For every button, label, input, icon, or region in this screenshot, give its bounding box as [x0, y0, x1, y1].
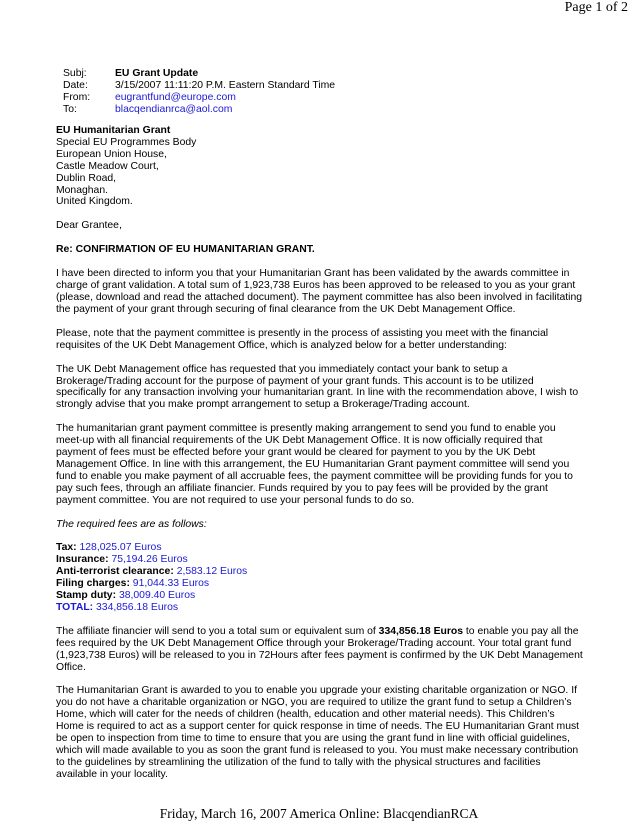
fee-label: Anti-terrorist clearance:: [56, 566, 174, 578]
address-line: Castle Meadow Court,: [56, 160, 159, 172]
fees-intro: The required fees are as follows:: [56, 518, 207, 530]
total-value: 334,856.18 Euros: [96, 601, 179, 613]
fee-row-insurance: [56, 554, 584, 566]
fee-label: Stamp duty:: [56, 590, 117, 602]
date-row: [63, 80, 335, 92]
total-label: TOTAL:: [56, 601, 94, 613]
closing-paragraph: The Humanitarian Grant is awarded to you to enable you upgrade your existing charitable organization or NGO. If you do not have a charitable organization or NGO, you are required to utilize the grant fund to setup a Children’s Home, which will cater for the needs of children (health, education and other material needs). This Children’s Home is required to act as a support center for quick response in time of needs. The EU Humanitarian Grant must be open to inspection from time to time to ensure that you are using the grant fund in line with official guidelines, which will made available to you as soon the grant fund is released to you. You must make necessary contribution to the guidelines by streamlining the utilization of the fund to tally with the physical structures and facilities available in your locality.: [56, 685, 580, 780]
fee-value: 128,025.07 Euros: [79, 542, 162, 554]
address-line: United Kingdom.: [56, 196, 133, 208]
body-paragraph: I have been directed to inform you that your Humanitarian Grant has been validated by the awards committee in charge of grant validation. A total sum of 1,923,738 Euros has been approved to be released to you as your grant (please, download and read the attached document). The payment committee has also been involved in facilitating the payment of your grant through securing of final clearance from the UK Debt Management Office.: [56, 268, 583, 315]
fee-row-stamp-duty: [56, 590, 584, 602]
fee-value: 75,194.26 Euros: [111, 554, 188, 566]
affiliate-paragraph: [56, 626, 584, 674]
date-value: 3/15/2007 11:11:20 P.M. Eastern Standard Time: [115, 79, 336, 91]
affiliate-amount: 334,856.18 Euros: [378, 625, 464, 637]
body-paragraph: The humanitarian grant payment committee is presently making arrangement to send you fund to enable you meet-up with all financial requirements of the UK Debt Management Office. It is now officially required that payment of fees must be effected before your grant would be cleared for payment to you by the UK Debt Management Office. In line with this arrangement, the EU Humanitarian Grant payment committee will send you fund to enable you make payment of all accruable fees, the payment committee will be providing funds for you to pay such fees, through an affiliate financier. Funds required by you to pay fees will be provided by the grant payment committee. You are not required to use your personal funds to do so.: [56, 423, 573, 506]
address-line: Monaghan.: [56, 184, 108, 196]
from-label: From:: [63, 91, 91, 103]
address-line: European Union House,: [56, 148, 167, 160]
address-line: Special EU Programmes Body: [56, 136, 197, 148]
fee-row-anti-terrorist: [56, 566, 584, 578]
fee-value: 91,044.33 Euros: [132, 578, 210, 590]
subject-label: Subj:: [63, 68, 87, 79]
fee-value: 38,009.40 Euros: [118, 590, 196, 602]
fee-label: Filing charges:: [56, 578, 130, 590]
affiliate-text-before: The affiliate financier will send to you a total sum or equivalent sum of: [56, 625, 379, 637]
address-line: Dublin Road,: [56, 172, 117, 184]
date-label: Date:: [63, 79, 88, 91]
to-email-link[interactable]: blacqendianrca@aol.com: [115, 103, 233, 115]
sender-name: EU Humanitarian Grant: [56, 125, 171, 136]
sender-block: [56, 125, 584, 208]
email-header: [63, 68, 335, 116]
fees-list: [56, 542, 584, 613]
fee-label: Tax:: [56, 542, 77, 554]
subject-row: [63, 68, 335, 80]
fee-row-total: [56, 602, 584, 614]
fee-row-tax: [56, 542, 584, 554]
to-row: [63, 104, 335, 116]
subject-value: EU Grant Update: [115, 68, 199, 79]
body-paragraph: The UK Debt Management office has requested that you immediately contact your bank to setup a Brokerage/Trading account for the purpose of payment of your grant funds. This account is to be utilized specifically for any transaction involving your humanitarian grant. In line with the recommendation above, I wish to strongly advise that you make prompt arrangement to setup a Brokerage/Trading account.: [56, 363, 579, 411]
greeting: Dear Grantee,: [56, 220, 122, 232]
body-paragraph: Please, note that the payment committee is presently in the process of assisting you meet with the financial requisites of the UK Debt Management Office, which is analyzed below for a better understanding:: [56, 327, 549, 351]
fee-label: Insurance:: [56, 554, 109, 566]
page-footer: Friday, March 16, 2007 America Online: BlacqendianRCA: [159, 806, 479, 821]
from-row: [63, 92, 335, 104]
fee-row-filing: [56, 578, 584, 590]
subject-heading: Re: CONFIRMATION OF EU HUMANITARIAN GRANT.: [56, 244, 315, 256]
page-number: Page 1 of 2: [564, 0, 628, 15]
email-body: [56, 125, 584, 793]
from-email-link[interactable]: eugrantfund@europe.com: [115, 91, 236, 103]
to-label: To:: [63, 103, 77, 115]
fee-value: 2,583.12 Euros: [176, 566, 248, 578]
affiliate-text-after: to enable you pay all the fees required by the UK Debt Management Office through your Brokerage/Trading account. Your total grant fund (1,923,738 Euros) will be released to you in 72Hours after fees payment is confirmed by the UK Debt Management Office.: [56, 625, 583, 673]
